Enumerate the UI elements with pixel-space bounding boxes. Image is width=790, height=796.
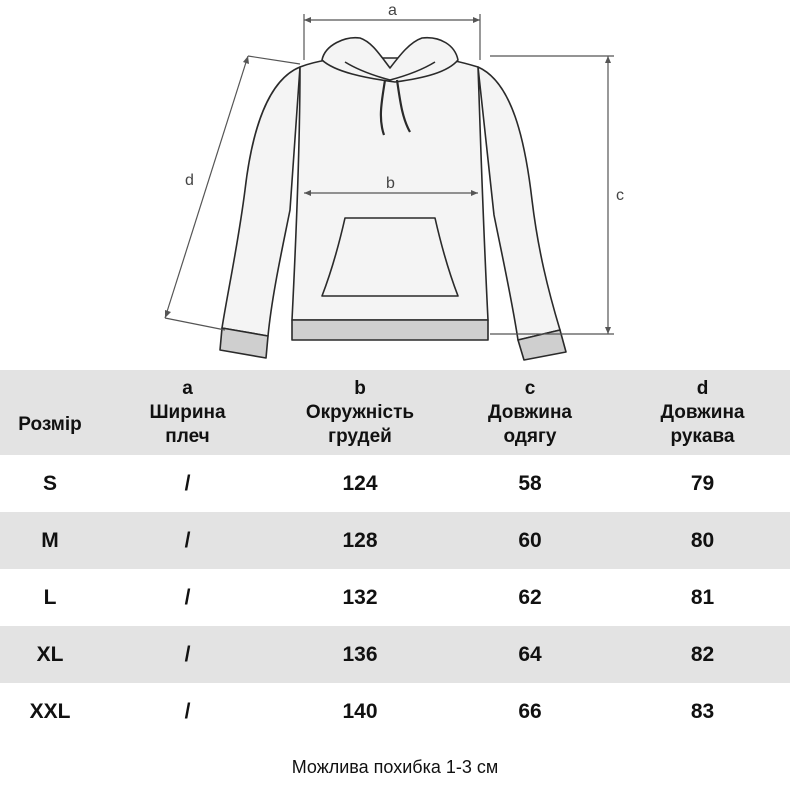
header-size-label: Розмір bbox=[18, 413, 82, 435]
table-row bbox=[0, 569, 790, 626]
cell-size: L bbox=[43, 585, 57, 609]
cell-d: 81 bbox=[690, 585, 715, 609]
cell-a: / bbox=[184, 528, 191, 552]
header-b bbox=[275, 370, 445, 455]
kangaroo-pocket bbox=[322, 218, 458, 296]
header-d-line2: рукава bbox=[670, 425, 735, 447]
header-a-line2: плеч bbox=[165, 425, 210, 447]
cell-a: / bbox=[184, 642, 191, 666]
header-c-letter: c bbox=[524, 377, 536, 399]
size-table bbox=[0, 370, 790, 740]
cell-c: 62 bbox=[518, 585, 542, 609]
cell-c: 66 bbox=[518, 699, 542, 723]
hoodie-illustration bbox=[220, 38, 566, 360]
table-header-row bbox=[0, 370, 790, 455]
header-size bbox=[0, 370, 100, 455]
table-row bbox=[0, 683, 790, 740]
dim-label-b: b bbox=[386, 175, 395, 192]
cell-size: M bbox=[41, 528, 59, 552]
cell-d: 83 bbox=[690, 699, 715, 723]
header-c-line2: одягу bbox=[503, 425, 557, 447]
cell-c: 58 bbox=[518, 471, 542, 495]
cell-size: S bbox=[42, 471, 57, 495]
cell-d: 80 bbox=[690, 528, 715, 552]
header-d-line1: Довжина bbox=[660, 401, 745, 423]
cell-c: 64 bbox=[518, 642, 542, 666]
header-d-letter: d bbox=[696, 377, 709, 399]
cell-size: XL bbox=[36, 642, 64, 666]
header-b-line1: Окружність bbox=[305, 401, 415, 423]
waistband bbox=[292, 320, 488, 340]
dim-label-d: d bbox=[185, 172, 194, 189]
tolerance-note: Можлива похибка 1-3 см bbox=[291, 757, 499, 777]
table-row bbox=[0, 455, 790, 512]
cell-b: 124 bbox=[342, 471, 378, 495]
header-c bbox=[445, 370, 615, 455]
table-row bbox=[0, 512, 790, 569]
cell-d: 82 bbox=[690, 642, 715, 666]
cell-b: 132 bbox=[342, 585, 378, 609]
cell-a: / bbox=[184, 699, 191, 723]
header-b-letter: b bbox=[354, 377, 366, 399]
header-b-line2: грудей bbox=[328, 425, 392, 447]
cell-a: / bbox=[184, 471, 191, 495]
cell-c: 60 bbox=[518, 528, 542, 552]
cell-d: 79 bbox=[690, 471, 715, 495]
cell-b: 136 bbox=[342, 642, 378, 666]
cell-b: 140 bbox=[342, 699, 378, 723]
left-sleeve bbox=[222, 67, 300, 336]
header-c-line1: Довжина bbox=[488, 401, 572, 423]
hoodie-diagram bbox=[0, 0, 790, 370]
header-a-letter: a bbox=[182, 377, 193, 399]
cell-a: / bbox=[184, 585, 191, 609]
header-a-line1: Ширина bbox=[149, 401, 226, 423]
right-sleeve bbox=[478, 67, 560, 340]
cell-b: 128 bbox=[342, 528, 378, 552]
header-d bbox=[615, 370, 790, 455]
dim-label-a: a bbox=[388, 2, 397, 19]
table-row bbox=[0, 626, 790, 683]
cell-size: XXL bbox=[29, 699, 71, 723]
header-a bbox=[100, 370, 275, 455]
dim-label-c: c bbox=[616, 187, 624, 204]
